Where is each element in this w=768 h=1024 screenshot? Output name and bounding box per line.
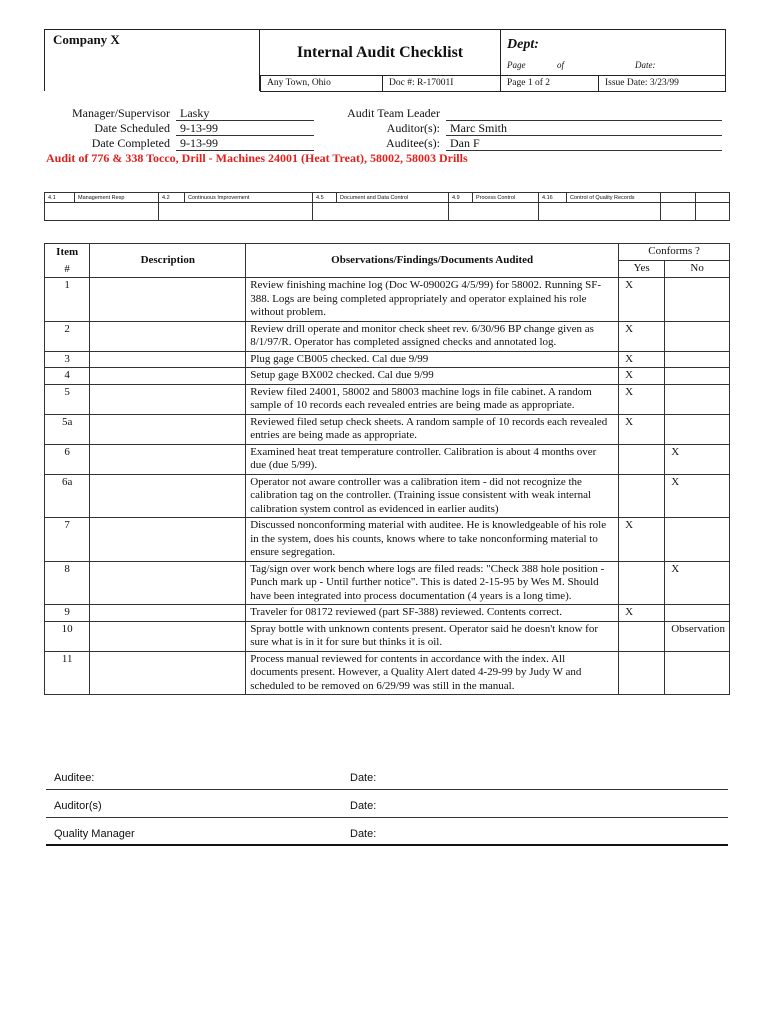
completed-label: Date Completed: [91, 136, 170, 150]
conforms-no[interactable]: [665, 414, 730, 444]
company-box: [44, 30, 260, 91]
element-check[interactable]: [539, 203, 661, 221]
observation-cell: Traveler for 08172 reviewed (part SF-388) reviewed. Contents correct.: [246, 605, 619, 622]
leader-value[interactable]: [446, 106, 722, 121]
form-header: [44, 29, 726, 91]
observation-cell: Plug gage CB005 checked. Cal due 9/99: [246, 351, 619, 368]
checklist-table: [44, 243, 730, 695]
observation-cell: Tag/sign over work bench where logs are filed reads: "Check 388 hole position - Punch mark up - Until further notice". This is dated 2-15-95 by Wes M. Should have been integrated into process documentation (4 years is a long time).: [246, 561, 619, 605]
location: Any Town, Ohio: [260, 76, 382, 91]
element-name: Document and Data Control: [337, 193, 449, 203]
page-of: Page 1 of 2: [500, 76, 598, 91]
dept-box: [500, 30, 726, 75]
dept-label: Dept:: [507, 37, 539, 52]
table-row: [45, 368, 730, 385]
element-extra: [661, 193, 696, 203]
table-row: [45, 621, 730, 651]
conforms-yes[interactable]: X: [619, 518, 665, 562]
auditee-sign-label: Auditee:: [54, 772, 95, 784]
auditor-value[interactable]: Marc Smith: [446, 121, 722, 136]
item-number: 8: [45, 561, 90, 605]
item-number: 6: [45, 444, 90, 474]
item-number: 9: [45, 605, 90, 622]
description-cell[interactable]: [90, 384, 246, 414]
conforms-no[interactable]: [665, 518, 730, 562]
element-check[interactable]: [45, 203, 159, 221]
issue-date: Issue Date: 3/23/99: [598, 76, 726, 91]
form-title: Internal Audit Checklist: [296, 44, 464, 61]
observation-cell: Discussed nonconforming material with auditee. He is knowledgeable of his role in the system, does his counts, knows where to take nonconforming material to ensure segregation.: [246, 518, 619, 562]
conforms-no[interactable]: [665, 351, 730, 368]
item-header-label: Item: [56, 246, 79, 258]
manager-value[interactable]: Lasky: [176, 106, 314, 121]
conforms-no[interactable]: X: [665, 474, 730, 518]
observation-cell: Setup gage BX002 checked. Cal due 9/99: [246, 368, 619, 385]
element-code: 4.5: [313, 193, 337, 203]
description-cell[interactable]: [90, 474, 246, 518]
conforms-no[interactable]: [665, 384, 730, 414]
table-row: [45, 518, 730, 562]
doc-number: Doc #: R-17001I: [382, 76, 500, 91]
company-name: Company X: [53, 32, 120, 47]
conforms-yes[interactable]: X: [619, 605, 665, 622]
signature-quality-manager[interactable]: [46, 824, 728, 846]
auditee-label: Auditee(s):: [386, 136, 440, 150]
observation-cell: Review finishing machine log (Doc W-09002G 4/5/99) for 58002. Running SF-388. Logs are being completed appropriately and operator explained his role without problem.: [246, 278, 619, 322]
table-row: [45, 605, 730, 622]
conforms-yes[interactable]: [619, 561, 665, 605]
conforms-yes[interactable]: X: [619, 321, 665, 351]
item-number: 5: [45, 384, 90, 414]
conforms-no[interactable]: [665, 321, 730, 351]
signature-auditor[interactable]: [46, 796, 728, 818]
description-cell[interactable]: [90, 414, 246, 444]
scheduled-value[interactable]: 9-13-99: [176, 121, 314, 136]
element-code: 4.1: [45, 193, 75, 203]
element-code: 4.16: [539, 193, 567, 203]
conforms-yes[interactable]: X: [619, 368, 665, 385]
element-check[interactable]: [449, 203, 539, 221]
element-check[interactable]: [313, 203, 449, 221]
conforms-no[interactable]: [665, 605, 730, 622]
description-cell[interactable]: [90, 351, 246, 368]
conforms-header: Conforms ?: [619, 244, 730, 261]
conforms-yes[interactable]: X: [619, 384, 665, 414]
completed-value[interactable]: 9-13-99: [176, 136, 314, 151]
auditor-label: Auditor(s):: [386, 121, 440, 135]
of-label: of: [557, 60, 565, 70]
description-cell[interactable]: [90, 621, 246, 651]
observation-cell: Process manual reviewed for contents in accordance with the index. All documents present. However, a Quality Alert dated 4-29-99 by Judy W and scheduled to be removed on 6/29/99 was still in the manual.: [246, 651, 619, 695]
observation-cell: Spray bottle with unknown contents present. Operator said he doesn't know for sure what is in it for sure but thinks it is oil.: [246, 621, 619, 651]
item-number: 11: [45, 651, 90, 695]
header-subrow: [260, 75, 726, 92]
conforms-no[interactable]: [665, 368, 730, 385]
observation-cell: Reviewed filed setup check sheets. A random sample of 10 records each revealed entries are being made as appropriate.: [246, 414, 619, 444]
element-check[interactable]: [159, 203, 313, 221]
conforms-yes[interactable]: [619, 444, 665, 474]
element-check[interactable]: [661, 203, 696, 221]
table-row: [45, 414, 730, 444]
observation-cell: Review filed 24001, 58002 and 58003 machine logs in file cabinet. A random sample of 10 records each revealed entries are being made as appropriate.: [246, 384, 619, 414]
description-cell[interactable]: [90, 518, 246, 562]
description-cell[interactable]: [90, 321, 246, 351]
manager-label: Manager/Supervisor: [72, 106, 170, 120]
conforms-no[interactable]: [665, 651, 730, 695]
element-check[interactable]: [695, 203, 730, 221]
table-row: [45, 278, 730, 322]
element-name: Process Control: [473, 193, 539, 203]
description-cell[interactable]: [90, 368, 246, 385]
element-code: 4.9: [449, 193, 473, 203]
auditor-sign-label: Auditor(s): [54, 800, 102, 812]
description-cell[interactable]: [90, 651, 246, 695]
description-cell[interactable]: [90, 605, 246, 622]
conforms-no[interactable]: X: [665, 444, 730, 474]
quality-manager-sign-label: Quality Manager: [54, 828, 135, 840]
item-header: [45, 244, 90, 278]
conforms-yes[interactable]: [619, 651, 665, 695]
element-name: Continuous Improvement: [185, 193, 313, 203]
leader-label: Audit Team Leader: [347, 106, 440, 120]
conforms-no[interactable]: Observation: [665, 621, 730, 651]
element-name: Management Resp: [75, 193, 159, 203]
auditee-value[interactable]: Dan F: [446, 136, 722, 151]
item-number: 10: [45, 621, 90, 651]
scheduled-label: Date Scheduled: [94, 121, 170, 135]
table-row: [45, 444, 730, 474]
item-number: 1: [45, 278, 90, 322]
item-number: 4: [45, 368, 90, 385]
description-cell[interactable]: [90, 561, 246, 605]
conforms-no[interactable]: X: [665, 561, 730, 605]
conforms-yes[interactable]: [619, 621, 665, 651]
table-row: [45, 351, 730, 368]
element-extra: [695, 193, 730, 203]
item-number: 6a: [45, 474, 90, 518]
item-number: 3: [45, 351, 90, 368]
no-header: No: [665, 261, 730, 278]
conforms-yes[interactable]: X: [619, 414, 665, 444]
signature-auditee[interactable]: [46, 768, 728, 790]
item-number: 5a: [45, 414, 90, 444]
description-cell[interactable]: [90, 444, 246, 474]
quality-manager-date-label: Date:: [350, 828, 377, 840]
element-strip: [44, 192, 730, 221]
page-label: Page: [507, 60, 526, 70]
conforms-no[interactable]: [665, 278, 730, 322]
observation-cell: Review drill operate and monitor check sheet rev. 6/30/96 BP change given as 8/1/97/R. Operator has completed assigned checks and annotated log.: [246, 321, 619, 351]
auditor-date-label: Date:: [350, 800, 377, 812]
date-label: Date:: [635, 60, 656, 70]
table-row: [45, 321, 730, 351]
item-number: 7: [45, 518, 90, 562]
table-row: [45, 384, 730, 414]
auditee-date-label: Date:: [350, 772, 377, 784]
conforms-yes[interactable]: [619, 474, 665, 518]
element-code: 4.2: [159, 193, 185, 203]
description-cell[interactable]: [90, 278, 246, 322]
conforms-yes[interactable]: X: [619, 278, 665, 322]
table-row: [45, 651, 730, 695]
item-header-hash: #: [64, 262, 70, 275]
yes-header: Yes: [619, 261, 665, 278]
observation-cell: Examined heat treat temperature controller. Calibration is about 4 months over due (due 5/99).: [246, 444, 619, 474]
conforms-yes[interactable]: X: [619, 351, 665, 368]
audit-scope: Audit of 776 & 338 Tocco, Drill - Machines 24001 (Heat Treat), 58002, 58003 Drills: [46, 151, 468, 165]
observation-cell: Operator not aware controller was a calibration item - did not recognize the calibration tag on the controller. (Training issue consistent with weak internal calibration system control as evidenced in earlier audits): [246, 474, 619, 518]
element-name: Control of Quality Records: [567, 193, 661, 203]
table-row: [45, 474, 730, 518]
description-header: Description: [90, 244, 246, 278]
observations-header: Observations/Findings/Documents Audited: [246, 244, 619, 278]
item-number: 2: [45, 321, 90, 351]
table-row: [45, 561, 730, 605]
